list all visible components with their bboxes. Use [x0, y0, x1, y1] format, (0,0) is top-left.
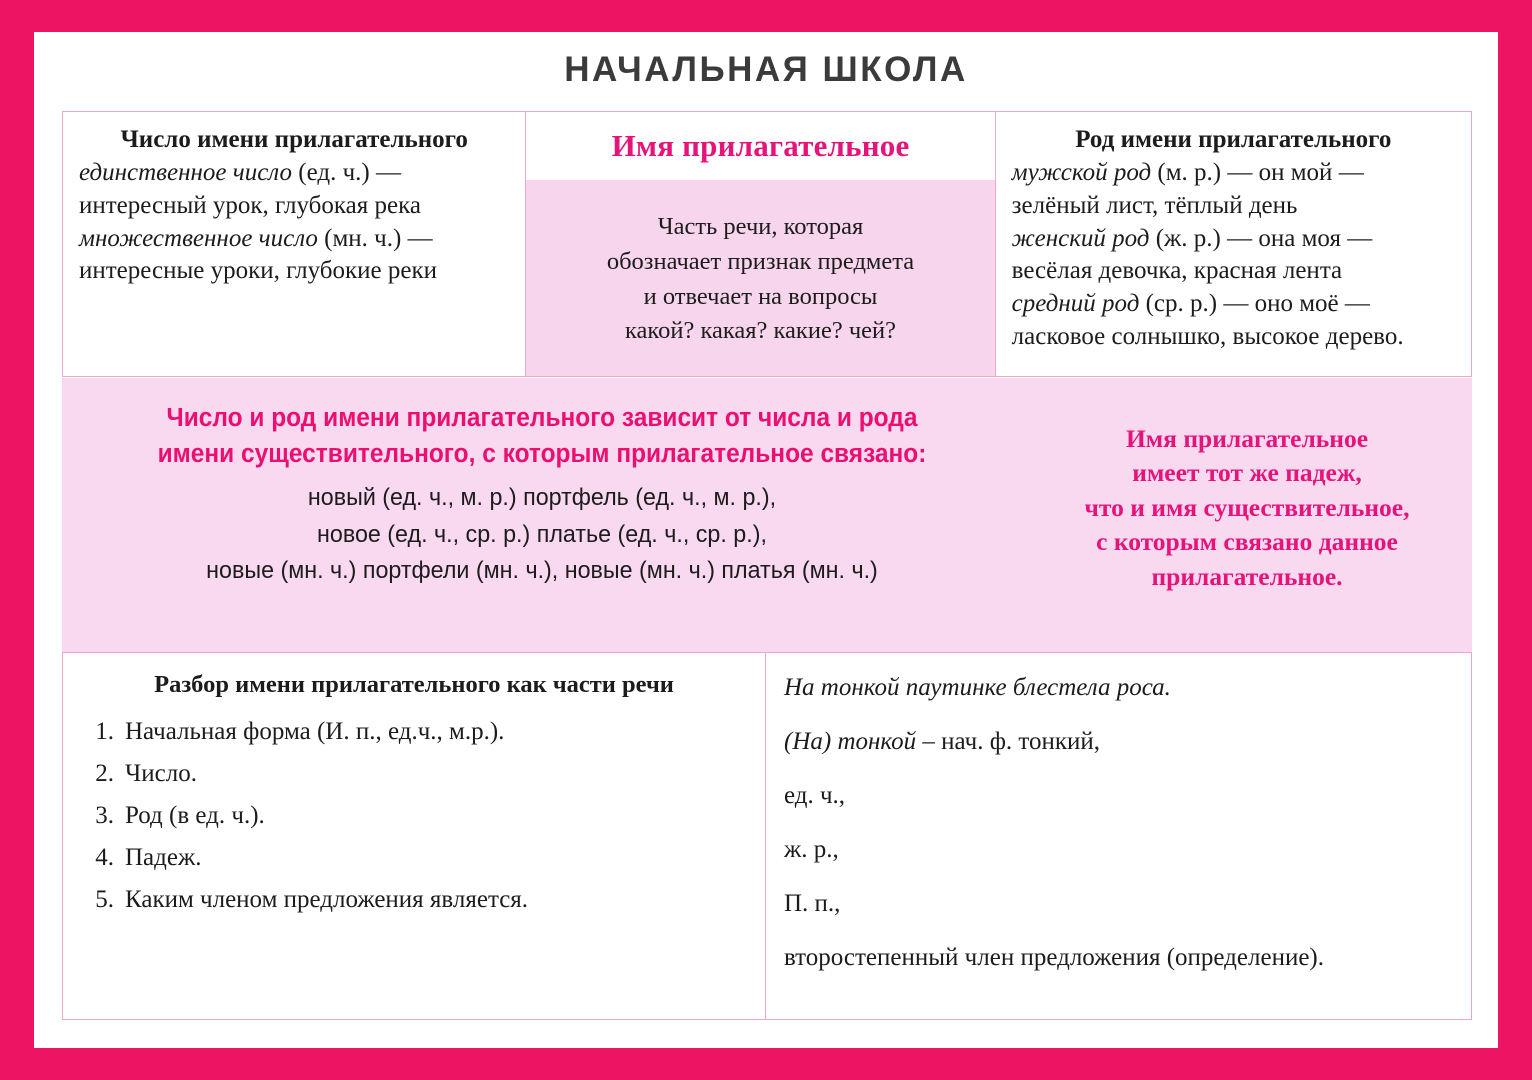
poster-card — [34, 32, 1498, 1048]
rule-band-main — [62, 378, 1022, 652]
panel-center-title: Имя прилагательное — [611, 128, 910, 163]
definition-line: Часть речи, которая — [657, 213, 864, 240]
definition-line: какой? какая? какие? чей? — [625, 317, 896, 345]
note-line: что и имя существительное, — [1084, 492, 1410, 522]
example-masculine: зелёный лист, тёплый день — [1011, 191, 1298, 219]
panel-gender-line — [1008, 223, 1459, 256]
panel-analysis-steps — [63, 653, 766, 1019]
panel-gender-of-adjective — [996, 112, 1471, 376]
analysis-step-list — [73, 711, 755, 921]
example-singular: интересный урок, глубокая река — [79, 191, 421, 219]
example-answer-line — [784, 729, 1461, 754]
panel-center-title-strip — [526, 112, 994, 180]
example-neuter: ласковое солнышко, высокое дерево. — [1011, 322, 1404, 350]
note-line: имеет тот же падеж, — [1132, 458, 1362, 488]
example-feminine: весёлая девочка, красная лента — [1011, 257, 1343, 285]
rule-heading-line: имени существительного, с которым прилагательное связано: — [157, 440, 927, 469]
panel-analysis-example — [766, 653, 1471, 1019]
rule-example: новый (ед. ч., м. р.) портфель (ед. ч., м. р.), — [307, 484, 777, 512]
bottom-panels-row — [62, 652, 1472, 1020]
panel-number-of-adjective — [63, 112, 526, 376]
example-sentence — [784, 675, 1461, 700]
list-item: Начальная форма (И. п., ед.ч., м.р.). — [125, 718, 505, 745]
list-item: Род (в ед. ч.). — [125, 802, 265, 829]
term-feminine-rest: (ж. р.) — она моя — — [1149, 224, 1373, 252]
rule-example: новое (ед. ч., ср. р.) платье (ед. ч., ср. р.), — [317, 520, 767, 548]
example-word-rest: – нач. ф. тонкий, — [916, 728, 1101, 755]
example-answer-line: второстепенный член предложения (определение). — [784, 944, 1325, 971]
rule-heading-line: Число и род имени прилагательного зависит от числа и рода — [166, 404, 918, 432]
panel-gender-line — [1008, 255, 1459, 288]
rule-band-note — [1022, 378, 1472, 652]
term-singular: единственное число — [79, 159, 293, 186]
example-sentence-text: На тонкой паутинке блестела роса. — [784, 674, 1171, 701]
list-item: Каким членом предложения является. — [125, 886, 529, 913]
panel-gender-heading: Род имени прилагательного — [1075, 126, 1392, 153]
rule-example: новые (мн. ч.) портфели (мн. ч.), новые (мн. ч.) платья (мн. ч.) — [206, 557, 878, 585]
term-plural-rest: (мн. ч.) — — [317, 224, 433, 252]
term-masculine-rest: (м. р.) — он мой — — [1151, 159, 1364, 186]
term-neuter-rest: (ср. р.) — оно моё — — [1139, 290, 1370, 317]
example-answer-line: ж. р., — [784, 836, 839, 863]
panel-number-line — [75, 223, 513, 256]
top-panels-row — [62, 111, 1472, 377]
rule-band — [62, 378, 1472, 652]
example-plural: интересные уроки, глубокие реки — [79, 257, 437, 285]
example-answer-line: ед. ч., — [784, 782, 846, 809]
panel-gender-line — [1008, 288, 1459, 321]
term-feminine: женский род — [1011, 224, 1150, 252]
panel-number-line — [75, 157, 513, 190]
panel-gender-line — [1008, 190, 1459, 223]
panel-center-body — [526, 180, 994, 376]
note-line: с которым связано данное — [1096, 527, 1398, 557]
panel-gender-line — [1008, 321, 1459, 354]
panel-adjective-definition — [526, 112, 995, 376]
term-singular-rest: (ед. ч.) — — [292, 159, 401, 186]
panel-number-heading: Число имени прилагательного — [120, 126, 468, 153]
note-line: Имя прилагательное — [1125, 423, 1369, 453]
definition-line: и отвечает на вопросы — [643, 282, 878, 310]
example-answer-line: П. п., — [784, 890, 841, 917]
list-item: Число. — [125, 760, 197, 787]
panel-number-line — [75, 190, 513, 223]
example-word: (На) тонкой — [784, 728, 917, 755]
definition-line: обозначает признак предмета — [606, 247, 915, 275]
panel-analysis-heading: Разбор имени прилагательного как части речи — [154, 671, 674, 698]
page-title: НАЧАЛЬНАЯ ШКОЛА — [564, 50, 968, 89]
term-neuter: средний род — [1011, 290, 1140, 317]
list-item: Падеж. — [125, 844, 202, 871]
term-masculine: мужской род — [1011, 159, 1152, 186]
note-line: прилагательное. — [1151, 561, 1343, 591]
term-plural: множественное число — [79, 224, 318, 252]
panel-number-line — [75, 255, 513, 288]
panel-gender-line — [1008, 157, 1459, 190]
